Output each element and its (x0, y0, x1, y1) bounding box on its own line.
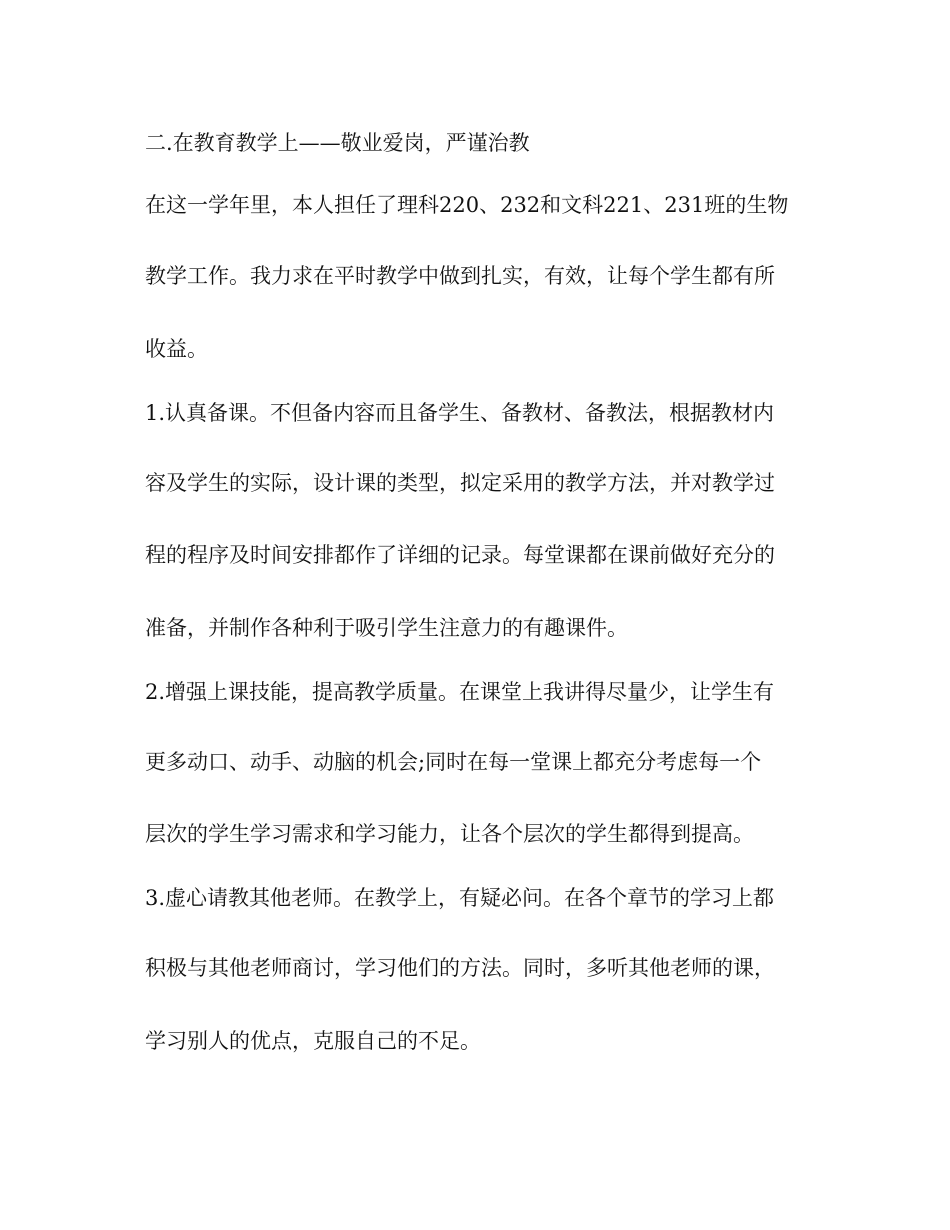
paragraph-line: 容及学生的实际，设计课的类型，拟定采用的教学方法，并对教学过 (145, 471, 775, 495)
list-item-line: 2.增强上课技能，提高教学质量。在课堂上我讲得尽量少，让学生有 (145, 680, 775, 704)
paragraph-line: 学习别人的优点，克服自己的不足。 (145, 1029, 481, 1053)
paragraph-line: 程的程序及时间安排都作了详细的记录。每堂课都在课前做好充分的 (145, 543, 775, 567)
paragraph-line: 准备，并制作各种利于吸引学生注意力的有趣课件。 (145, 616, 628, 640)
paragraph-line: 更多动口、动手、动脑的机会;同时在每一堂课上都充分考虑每一个 (145, 750, 762, 774)
list-item-line: 1.认真备课。不但备内容而且备学生、备教材、备教法，根据教材内 (145, 401, 775, 425)
paragraph-line: 教学工作。我力求在平时教学中做到扎实，有效，让每个学生都有所 (145, 264, 775, 288)
section-heading: 二.在教育教学上——敬业爱岗，严谨治教 (145, 131, 530, 155)
paragraph-line: 层次的学生学习需求和学习能力，让各个层次的学生都得到提高。 (145, 822, 754, 846)
paragraph-line: 在这一学年里，本人担任了理科220、232和文科221、231班的生物 (145, 193, 789, 217)
list-item-line: 3.虚心请教其他老师。在教学上，有疑必问。在各个章节的学习上都 (145, 886, 775, 910)
paragraph-line: 收益。 (145, 337, 208, 361)
paragraph-line: 积极与其他老师商讨，学习他们的方法。同时，多听其他老师的课， (145, 956, 775, 980)
